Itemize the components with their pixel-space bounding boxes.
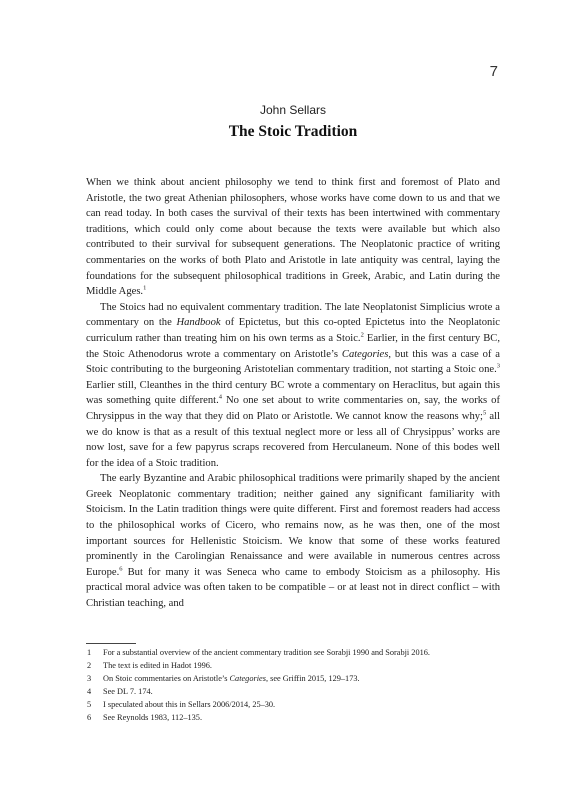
- footnote-marker: 4: [218, 393, 222, 401]
- footnote-number: 2: [87, 661, 92, 670]
- text-run: all we do know is that as a result of this textual neglect more or less all of Chrysippus’ works are now lost, save for a few papyrus scraps recovered from Herculaneum. None of this bodes well for the idea of a Stoic tradition.: [86, 410, 500, 469]
- footnote-number: 4: [87, 687, 92, 696]
- text-run: See DL 7. 174.: [103, 687, 153, 696]
- italic-title: Categories: [341, 348, 389, 360]
- footnote-rule: [86, 643, 136, 644]
- chapter-author: John Sellars: [259, 103, 327, 117]
- footnote-number: 5: [87, 700, 92, 709]
- text-run: For a substantial overview of the ancient commentary tradition see Sorabji 1990 and Sorabji 2016.: [103, 648, 430, 657]
- footnote-number: 1: [87, 648, 92, 657]
- footnote-number: 6: [87, 713, 92, 722]
- footnote-marker: 1: [143, 284, 147, 292]
- paragraph: [86, 471, 500, 611]
- footnote: [86, 672, 500, 685]
- footnote-marker: 2: [360, 331, 364, 339]
- footnote: [86, 659, 500, 672]
- footnote-number: 3: [87, 674, 92, 683]
- text-run: I speculated about this in Sellars 2006/2014, 25–30.: [103, 700, 276, 709]
- footnote-text: [103, 672, 360, 685]
- footnote-marker: 5: [482, 409, 487, 417]
- footnote: [86, 698, 500, 711]
- footnote-text: [103, 698, 275, 711]
- text-run: of Epictetus, but this co-opted Epictetus into the Neoplatonic curriculum rather than treating him on his own terms as a Stoic.: [86, 317, 500, 344]
- page-number: 7: [489, 63, 498, 80]
- footnote-text: [103, 646, 430, 659]
- text-run: On Stoic commentaries on Aristotle’s: [103, 674, 230, 683]
- text-run: When we think about ancient philosophy we tend to think first and foremost of Plato and Aristotle, the two great Athenian philosophers, whose works have come down to us and that we can read today. In both cases the survival of their texts has been intertwined with commentary traditions, which could only come about because the texts were available but which also contributed to their survival for subsequent generations. The Neoplatonic practice of writing commentaries on the works of both Plato and Aristotle in late antiquity was central, laying the foundations for the subsequent philosophical traditions in Greek, Arabic, and Latin during the Middle Ages.: [86, 177, 500, 298]
- text-run: Earlier, in the first century BC, the Stoic Athenodorus wrote a commentary on Aristotle’s: [86, 332, 500, 360]
- italic-title: Handbook: [176, 317, 221, 329]
- text-run: , but this was a case of a Stoic contributing to the burgeoning Aristotelian commentary tradition, not starting a Stoic one.: [86, 348, 501, 376]
- text-run: But for many it was Seneca who came to embody Stoicism as a philosophy. His practical moral advice was often taken to be compatible – or at least not in direct conflict – with Christian teaching, and: [86, 566, 500, 610]
- footnote-marker: 3: [496, 362, 500, 370]
- text-run: Earlier still, Cleanthes in the third century BC wrote a commentary on Heraclitus, but again this was something quite different.: [86, 379, 500, 407]
- text-run: The early Byzantine and Arabic philosophical traditions were primarily shaped by the ancient Greek Neoplatonic commentary tradition; neither gained any significant familiarity with Stoicism. In the Latin tradition things were quite different. First and foremost readers had access to the philosophical works of Cicero, who remains now, as he was then, one of the most important sources for Hellenistic Stoicism. We know that some of these works featured prominently in the Carolingian Renaissance and were available in numerous centres across Europe.: [86, 473, 500, 578]
- chapter-title: The Stoic Tradition: [228, 123, 358, 140]
- footnote-text: [103, 659, 212, 672]
- footnote-text: [103, 685, 153, 698]
- footnote: [86, 685, 500, 698]
- paragraph: [86, 175, 500, 300]
- footnote: [86, 711, 500, 724]
- footnote-text: [103, 711, 202, 724]
- italic-title: Categories: [229, 674, 266, 683]
- text-run: The Stoics had no equivalent commentary tradition. The late Neoplatonist Simplicius wrote a commentary on the: [86, 301, 500, 329]
- text-run: No one set about to write commentaries on, say, the works of Chrysippus in the way that they did on Plato or Aristotle. We cannot know the reasons why;: [86, 395, 500, 422]
- text-run: See Reynolds 1983, 112–135.: [103, 713, 203, 722]
- footnote-marker: 6: [119, 565, 123, 573]
- text-run: , see Griffin 2015, 129–173.: [265, 674, 360, 683]
- footnote: [86, 646, 500, 659]
- footnotes: [86, 646, 500, 724]
- paragraph: [86, 300, 500, 472]
- body-text: [86, 175, 500, 612]
- text-run: The text is edited in Hadot 1996.: [103, 661, 212, 670]
